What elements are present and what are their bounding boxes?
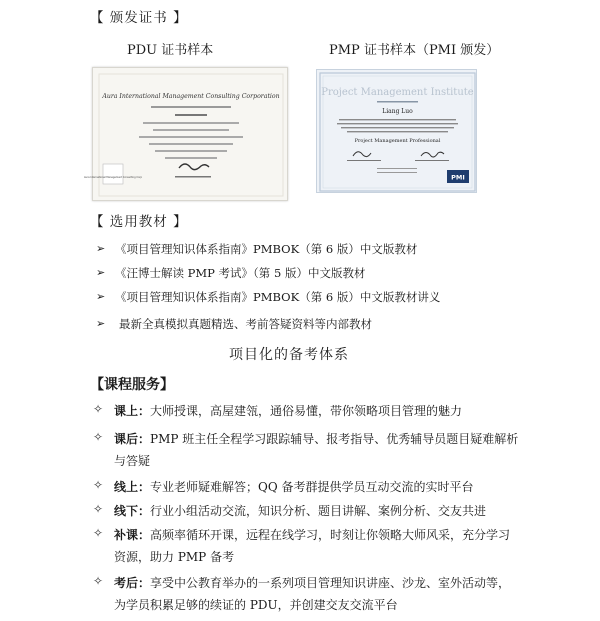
pdu-logo-icon: Aura International Management Consulting Corp [84,176,142,179]
service-item: 考后：享受中公教育举办的一系列项目管理知识讲座、沙龙、室外活动等， [114,576,511,590]
arrow-bullet-icon: ➢ [96,317,106,330]
diamond-bullet-icon: ✧ [93,430,104,444]
diamond-bullet-icon: ✧ [93,478,104,492]
diamond-bullet-icon: ✧ [93,574,104,588]
material-item: 《项目管理知识体系指南》PMBOK（第 6 版）中文版教材 [115,242,418,256]
service-item: 课后：PMP 班主任全程学习跟踪辅导、报考指导、优秀辅导员题目疑难解析 [114,432,519,446]
arrow-bullet-icon: ➢ [96,266,106,279]
pdu-certificate-image [84,67,288,201]
pmp-header-text: Project Management Institute [321,87,474,98]
section-title-certificates: 【 颁发证书 】 [90,10,188,26]
pmp-certificate-image [316,69,477,193]
section-title-service: 【课程服务】 [90,377,174,393]
pdu-certificate-caption: PDU 证书样本 [127,43,214,58]
diamond-bullet-icon: ✧ [93,502,104,516]
diamond-bullet-icon: ✧ [93,526,104,540]
arrow-bullet-icon: ➢ [96,242,106,255]
material-item: 《项目管理知识体系指南》PMBOK（第 6 版）中文版教材讲义 [115,290,441,304]
pmp-credential-text: Project Management Professional [354,138,441,144]
service-item-continuation: 与答疑 [114,454,151,468]
material-item: 《汪博士解读 PMP 考试》（第 5 版）中文版教材 [115,266,366,280]
service-item: 线下：行业小组活动交流，知识分析、题目讲解、案例分析、交友共进 [114,504,487,518]
section-title-materials: 【 选用教材 】 [90,214,188,230]
service-item-continuation: 资源，助力 PMP 备考 [114,550,235,564]
pmi-logo-icon: PMI [451,173,465,182]
service-item: 课上：大师授课，高屋建瓴，通俗易懂，带你领略项目管理的魅力 [114,404,463,418]
arrow-bullet-icon: ➢ [96,290,106,303]
material-item: 最新全真模拟真题精选、考前答疑资料等内部教材 [119,317,372,331]
diamond-bullet-icon: ✧ [93,402,104,416]
center-heading: 项目化的备考体系 [229,347,349,363]
pdu-header-text: Aura International Management Consulting Corporation [102,93,280,100]
service-item: 补课：高频率循环开课，远程在线学习，时刻让你领略大师风采，充分学习 [114,528,511,542]
pmp-recipient-name: Liang Luo [382,108,413,115]
service-item-continuation: 为学员积累足够的续证的 PDU，并创建交友交流平台 [114,598,398,612]
pmp-certificate-caption: PMP 证书样本（PMI 颁发） [329,43,500,58]
service-item: 线上：专业老师疑难解答；QQ 备考群提供学员互动交流的实时平台 [114,480,474,494]
